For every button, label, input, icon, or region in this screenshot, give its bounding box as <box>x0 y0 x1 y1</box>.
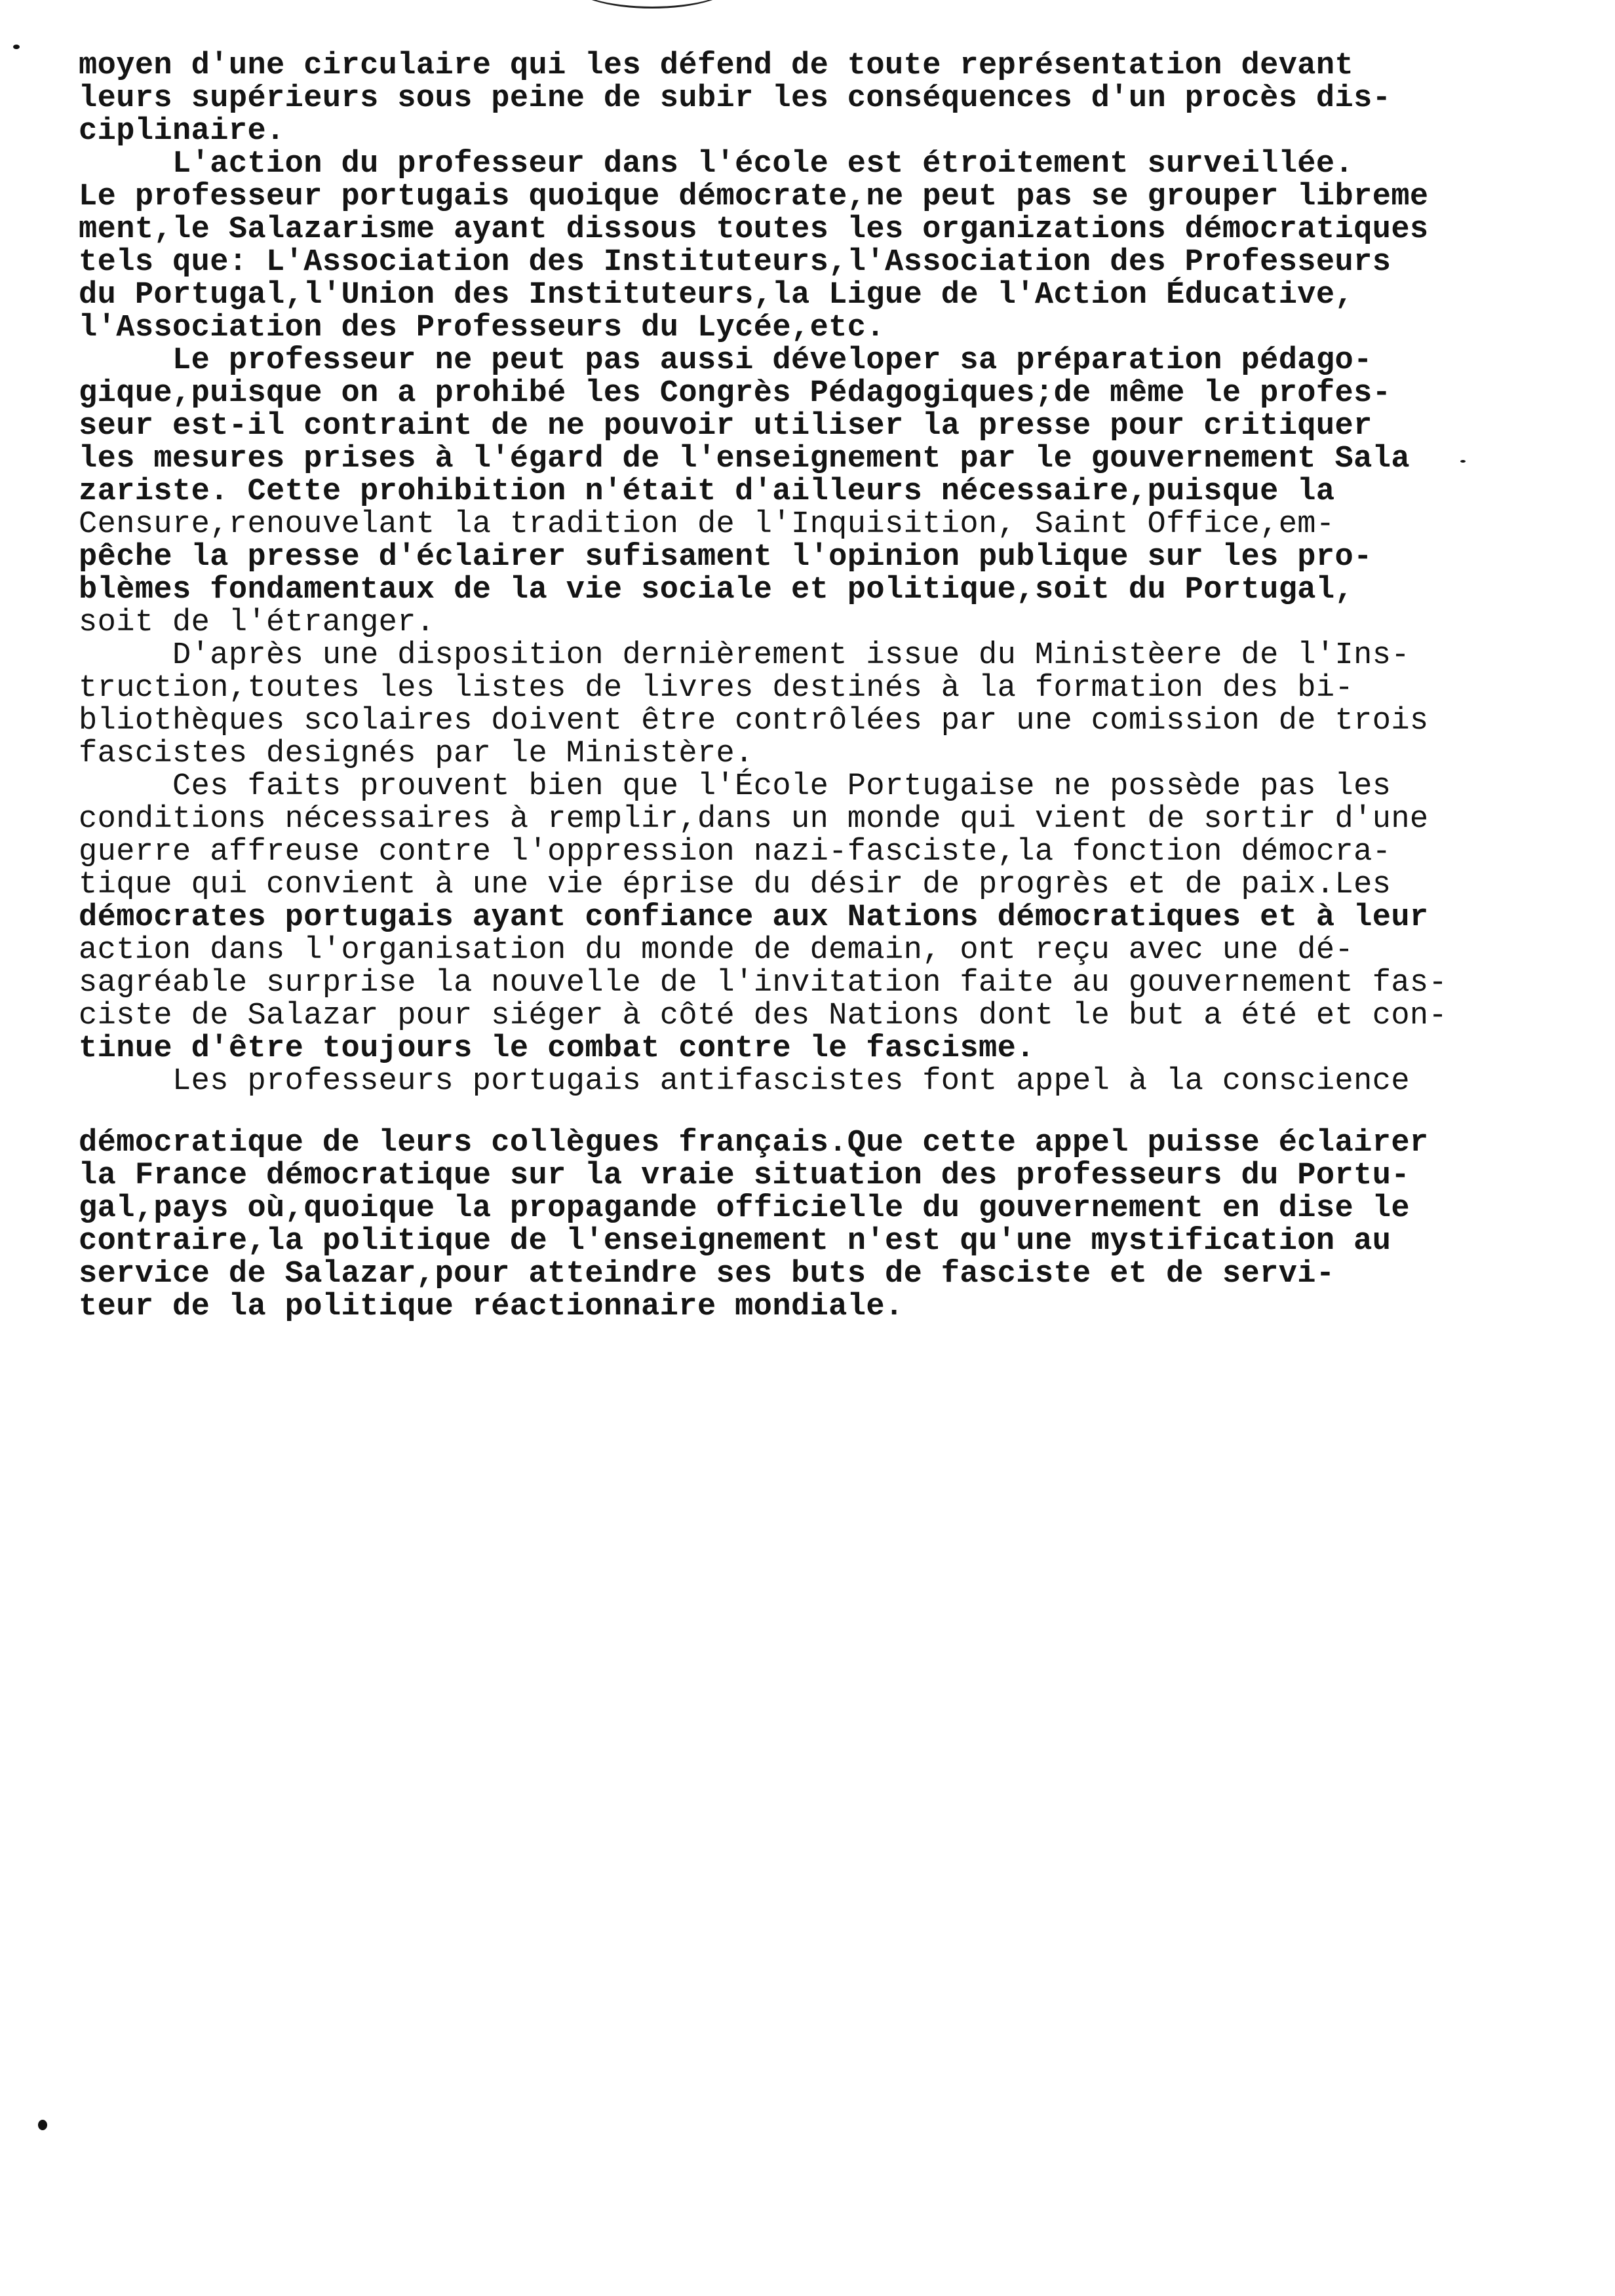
text-line: Censure,renouvelant la tradition de l'Inquisition, Saint Office,em- <box>79 507 1335 542</box>
text-line: ciplinaire. <box>79 114 285 149</box>
text-line: action dans l'organisation du monde de demain, ont reçu avec une dé- <box>79 933 1354 968</box>
text-line: tique qui convient à une vie éprise du désir de progrès et de paix.Les <box>79 868 1391 902</box>
text-line: service de Salazar,pour atteindre ses buts de fasciste et de servi- <box>79 1257 1335 1292</box>
text-line: démocratique de leurs collègues français.Que cette appel puisse éclairer <box>79 1126 1429 1160</box>
text-line: ment,le Salazarisme ayant dissous toutes les organizations démocratiques <box>79 212 1429 247</box>
text-line: guerre affreuse contre l'oppression nazi-fasciste,la fonction démocra- <box>79 835 1391 870</box>
text-line: gal,pays où,quoique la propagande officielle du gouvernement en dise le <box>79 1191 1410 1226</box>
text-line: L'action du professeur dans l'école est étroitement surveillée. <box>79 147 1354 182</box>
text-line: seur est-il contraint de ne pouvoir utiliser la presse pour critiquer <box>79 409 1372 444</box>
paragraph-gap <box>79 1098 1488 1127</box>
text-line: soit de l'étranger. <box>79 605 435 640</box>
text-line: moyen d'une circulaire qui les défend de toute représentation devant <box>79 48 1354 83</box>
text-line: du Portugal,l'Union des Instituteurs,la Ligue de l'Action Éducative, <box>79 278 1354 313</box>
text-line: la France démocratique sur la vraie situation des professeurs du Portu- <box>79 1158 1410 1193</box>
text-line: tinue d'être toujours le combat contre le fascisme. <box>79 1031 1035 1066</box>
text-line: blèmes fondamentaux de la vie sociale et politique,soit du Portugal, <box>79 573 1354 607</box>
typed-letter-body <box>79 50 1488 1324</box>
text-line: Le professeur ne peut pas aussi déveloper sa préparation pédago- <box>79 343 1372 378</box>
text-line: Le professeur portugais quoique démocrate,ne peut pas se grouper libreme <box>79 180 1429 214</box>
text-line: pêche la presse d'éclairer sufisament l'opinion publique sur les pro- <box>79 540 1372 575</box>
text-line: D'après une disposition dernièrement issue du Ministèere de l'Ins- <box>79 638 1410 673</box>
text-line: les mesures prises à l'égard de l'enseignement par le gouvernement Sala <box>79 442 1410 476</box>
text-line: conditions nécessaires à remplir,dans un monde qui vient de sortir d'une <box>79 802 1429 837</box>
text-line: leurs supérieurs sous peine de subir les conséquences d'un procès dis- <box>79 81 1391 116</box>
text-line: zariste. Cette prohibition n'était d'ailleurs nécessaire,puisque la <box>79 474 1335 509</box>
text-line: gique,puisque on a prohibé les Congrès Pédagogiques;de même le profes- <box>79 376 1391 411</box>
margin-mark <box>13 45 20 49</box>
margin-mark <box>38 2120 47 2130</box>
text-line: ciste de Salazar pour siéger à côté des Nations dont le but a été et con- <box>79 999 1448 1033</box>
page-edge-arc <box>570 0 734 9</box>
text-line: Les professeurs portugais antifascistes font appel à la conscience <box>79 1064 1410 1099</box>
text-line: teur de la politique réactionnaire mondiale. <box>79 1290 904 1324</box>
text-line: bliothèques scolaires doivent être contrôlées par une comission de trois <box>79 704 1429 738</box>
text-line: fascistes designés par le Ministère. <box>79 737 754 771</box>
text-line: l'Association des Professeurs du Lycée,etc. <box>79 311 885 345</box>
text-line: contraire,la politique de l'enseignement n'est qu'une mystification au <box>79 1224 1391 1259</box>
text-line: truction,toutes les listes de livres destinés à la formation des bi- <box>79 671 1354 706</box>
text-line: sagréable surprise la nouvelle de l'invitation faite au gouvernement fas- <box>79 966 1448 1001</box>
text-line: démocrates portugais ayant confiance aux Nations démocratiques et à leur <box>79 900 1429 935</box>
text-line: tels que: L'Association des Instituteurs,l'Association des Professeurs <box>79 245 1391 280</box>
text-line: Ces faits prouvent bien que l'École Portugaise ne possède pas les <box>79 769 1391 804</box>
